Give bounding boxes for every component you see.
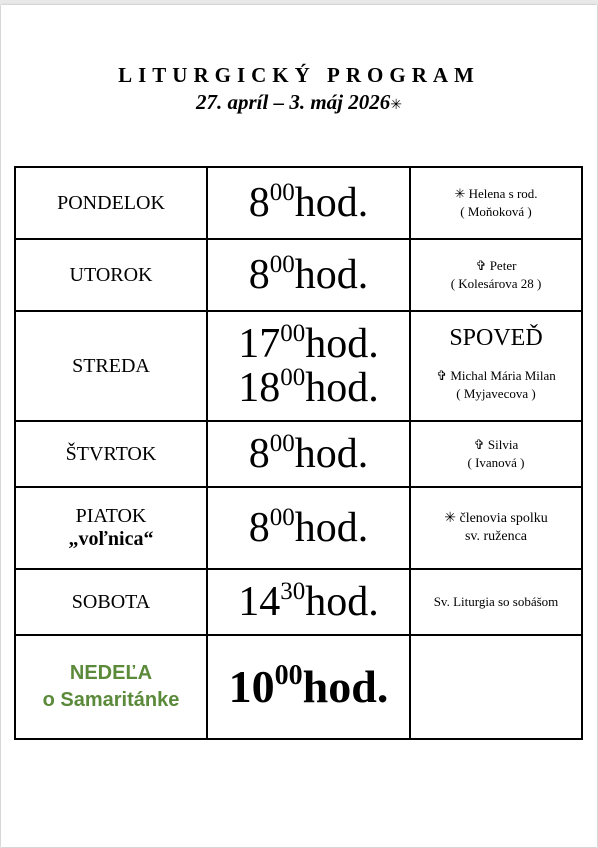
day-note: o Samaritánke (42, 689, 180, 711)
time-hour: 8 (248, 252, 270, 298)
confession-heading: SPOVEĎ (449, 325, 543, 351)
time-cell (207, 569, 410, 635)
time-cell (207, 487, 410, 569)
schedule-table (14, 166, 583, 740)
time-hour: 18 (238, 365, 281, 411)
time-unit: hod. (305, 321, 379, 367)
day-cell (15, 487, 207, 569)
time-minutes: 00 (269, 504, 295, 531)
table-row (15, 239, 582, 311)
date-range (0, 90, 598, 115)
day-cell (15, 569, 207, 635)
time-unit: hod. (305, 579, 379, 625)
time-minutes: 00 (269, 430, 295, 457)
time-cell (207, 421, 410, 487)
day-label: UTOROK (69, 263, 153, 286)
day-label: STREDA (72, 354, 150, 377)
table-row (15, 167, 582, 239)
day-label: PIATOK (75, 505, 147, 527)
time-hour: 14 (238, 579, 281, 625)
time-unit: hod. (305, 365, 379, 411)
intention-line: ( Moňoková ) (460, 204, 532, 219)
date-range-text: 27. apríl – 3. máj 2026 (196, 90, 391, 114)
intention-line: ✞ Michal Mária Milan (436, 368, 556, 383)
time-hour: 8 (248, 180, 270, 226)
time-cell (207, 167, 410, 239)
intention-cell (410, 311, 582, 421)
time-minutes: 00 (280, 364, 306, 391)
time-hour: 10 (228, 661, 275, 712)
day-label: SOBOTA (71, 590, 151, 613)
table-row (15, 421, 582, 487)
day-cell (15, 239, 207, 311)
intention-line: ✞ Peter (475, 258, 517, 273)
day-cell (15, 421, 207, 487)
intention-line: ✞ Silvia (473, 437, 519, 452)
day-cell (15, 167, 207, 239)
intention-cell (410, 635, 582, 739)
time-minutes: 00 (269, 251, 295, 278)
asterisk-mark: ✳ (390, 98, 402, 113)
table-row (15, 311, 582, 421)
time-minutes: 00 (280, 320, 306, 347)
day-label: ŠTVRTOK (65, 442, 157, 465)
time-cell (207, 311, 410, 421)
intention-cell (410, 421, 582, 487)
page-title: LITURGICKÝ PROGRAM (118, 63, 480, 87)
time-unit: hod. (294, 252, 369, 298)
time-unit: hod. (302, 661, 389, 712)
day-label: PONDELOK (57, 191, 165, 214)
intention-cell (410, 569, 582, 635)
intention-cell (410, 167, 582, 239)
intention-cell (410, 239, 582, 311)
day-label: NEDEĽA (69, 662, 153, 684)
time-unit: hod. (294, 180, 369, 226)
time-hour: 8 (248, 431, 270, 477)
intention-line: ✳ členovia spolku (444, 511, 548, 526)
time-hour: 8 (248, 505, 270, 551)
day-cell (15, 635, 207, 739)
time-minutes: 00 (274, 660, 303, 691)
intention-line: ( Ivanová ) (467, 455, 525, 470)
day-note: „voľnica“ (68, 528, 154, 550)
table-row (15, 487, 582, 569)
time-minutes: 00 (269, 179, 295, 206)
time-cell (207, 239, 410, 311)
day-cell (15, 311, 207, 421)
intention-line: sv. ruženca (464, 529, 528, 544)
intention-line: ✳ Helena s rod. (454, 186, 538, 201)
table-row (15, 635, 582, 739)
table-row (15, 569, 582, 635)
time-cell (207, 635, 410, 739)
intention-line: Sv. Liturgia so sobášom (433, 594, 559, 609)
intention-line: ( Myjavecova ) (456, 386, 536, 401)
time-hour: 17 (238, 321, 281, 367)
intention-line: ( Kolesárova 28 ) (450, 276, 542, 291)
intention-cell (410, 487, 582, 569)
time-unit: hod. (294, 431, 369, 477)
time-minutes: 30 (280, 578, 306, 605)
time-unit: hod. (294, 505, 369, 551)
